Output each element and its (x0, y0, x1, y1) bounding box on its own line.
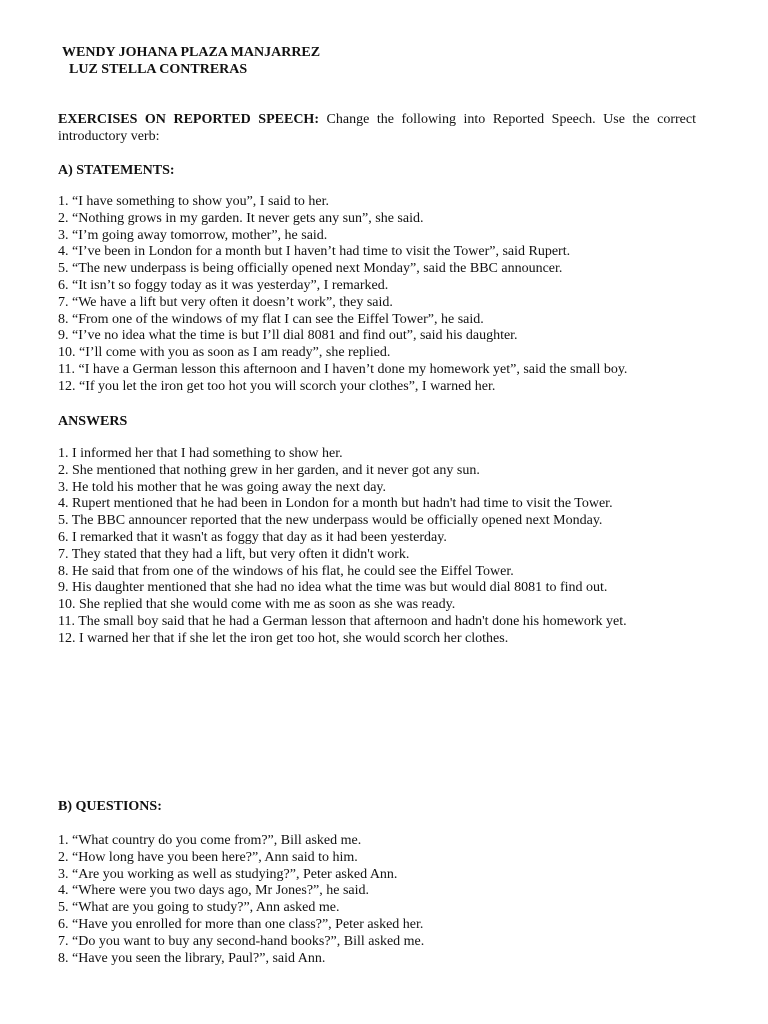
list-item: 3. He told his mother that he was going away the next day. (58, 479, 387, 495)
statements-list (58, 194, 748, 396)
list-item: 1. “I have something to show you”, I said to her. (58, 194, 330, 209)
list-item: 3. “I’m going away tomorrow, mother”, he said. (58, 227, 328, 243)
statements-heading: A) STATEMENTS: (58, 163, 175, 178)
list-item: 1. I informed her that I had something to show her. (58, 446, 343, 461)
list-item: 6. “Have you enrolled for more than one class?”, Peter asked her. (58, 916, 424, 932)
exercise-instructions (58, 111, 696, 145)
list-item: 7. They stated that they had a lift, but very often it didn't work. (58, 546, 410, 562)
author-names (62, 44, 320, 78)
list-item: 2. “Nothing grows in my garden. It never gets any sun”, she said. (58, 210, 424, 226)
list-item: 2. She mentioned that nothing grew in her garden, and it never got any sun. (58, 462, 480, 478)
exercise-instruction-text: Change the following into Reported Speech. Use the correct introductory verb: (58, 112, 696, 144)
list-item: 9. “I’ve no idea what the time is but I’ll dial 8081 and find out”, said his daughter. (58, 328, 518, 344)
list-item: 6. “It isn’t so foggy today as it was yesterday”, I remarked. (58, 277, 389, 293)
list-item: 3. “Are you working as well as studying?”, Peter asked Ann. (58, 866, 398, 882)
list-item: 8. “Have you seen the library, Paul?”, said Ann. (58, 950, 326, 966)
list-item: 10. “I’ll come with you as soon as I am ready”, she replied. (58, 345, 391, 361)
list-item: 8. “From one of the windows of my flat I can see the Eiffel Tower”, he said. (58, 311, 484, 327)
list-item: 5. The BBC announcer reported that the new underpass would be officially opened next Monday. (58, 513, 603, 529)
list-item: 4. “Where were you two days ago, Mr Jones?”, he said. (58, 883, 370, 899)
list-item: 1. “What country do you come from?”, Bill asked me. (58, 833, 362, 848)
list-item: 5. “The new underpass is being officially opened next Monday”, said the BBC announcer. (58, 261, 563, 277)
list-item: 11. “I have a German lesson this afternoon and I haven’t done my homework yet”, said the small boy. (58, 361, 628, 377)
questions-list (58, 833, 748, 967)
list-item: 12. I warned her that if she let the iron get too hot, she would scorch her clothes. (58, 630, 509, 646)
list-item: 4. “I’ve been in London for a month but I haven’t had time to visit the Tower”, said Rupert. (58, 244, 571, 260)
questions-heading: B) QUESTIONS: (58, 799, 162, 814)
list-item: 4. Rupert mentioned that he had been in London for a month but hadn't had time to visit the Tower. (58, 496, 613, 512)
answers-list (58, 446, 748, 648)
answers-heading: ANSWERS (58, 414, 128, 429)
exercise-title: EXERCISES ON REPORTED SPEECH: (58, 112, 319, 127)
list-item: 8. He said that from one of the windows of his flat, he could see the Eiffel Tower. (58, 563, 514, 579)
list-item: 5. “What are you going to study?”, Ann asked me. (58, 900, 340, 916)
list-item: 6. I remarked that it wasn't as foggy that day as it had been yesterday. (58, 529, 447, 545)
list-item: 12. “If you let the iron get too hot you will scorch your clothes”, I warned her. (58, 378, 496, 394)
list-item: 7. “Do you want to buy any second-hand books?”, Bill asked me. (58, 933, 425, 949)
list-item: 11. The small boy said that he had a German lesson that afternoon and hadn't done his homework yet. (58, 613, 627, 629)
list-item: 9. His daughter mentioned that she had no idea what the time was but would dial 8081 to find out. (58, 580, 608, 596)
list-item: 10. She replied that she would come with me as soon as she was ready. (58, 597, 456, 613)
author-name-1: WENDY JOHANA PLAZA MANJARREZ (62, 45, 321, 60)
author-name-2: LUZ STELLA CONTRERAS (69, 62, 248, 77)
list-item: 2. “How long have you been here?”, Ann said to him. (58, 849, 358, 865)
list-item: 7. “We have a lift but very often it doesn’t work”, they said. (58, 294, 393, 310)
